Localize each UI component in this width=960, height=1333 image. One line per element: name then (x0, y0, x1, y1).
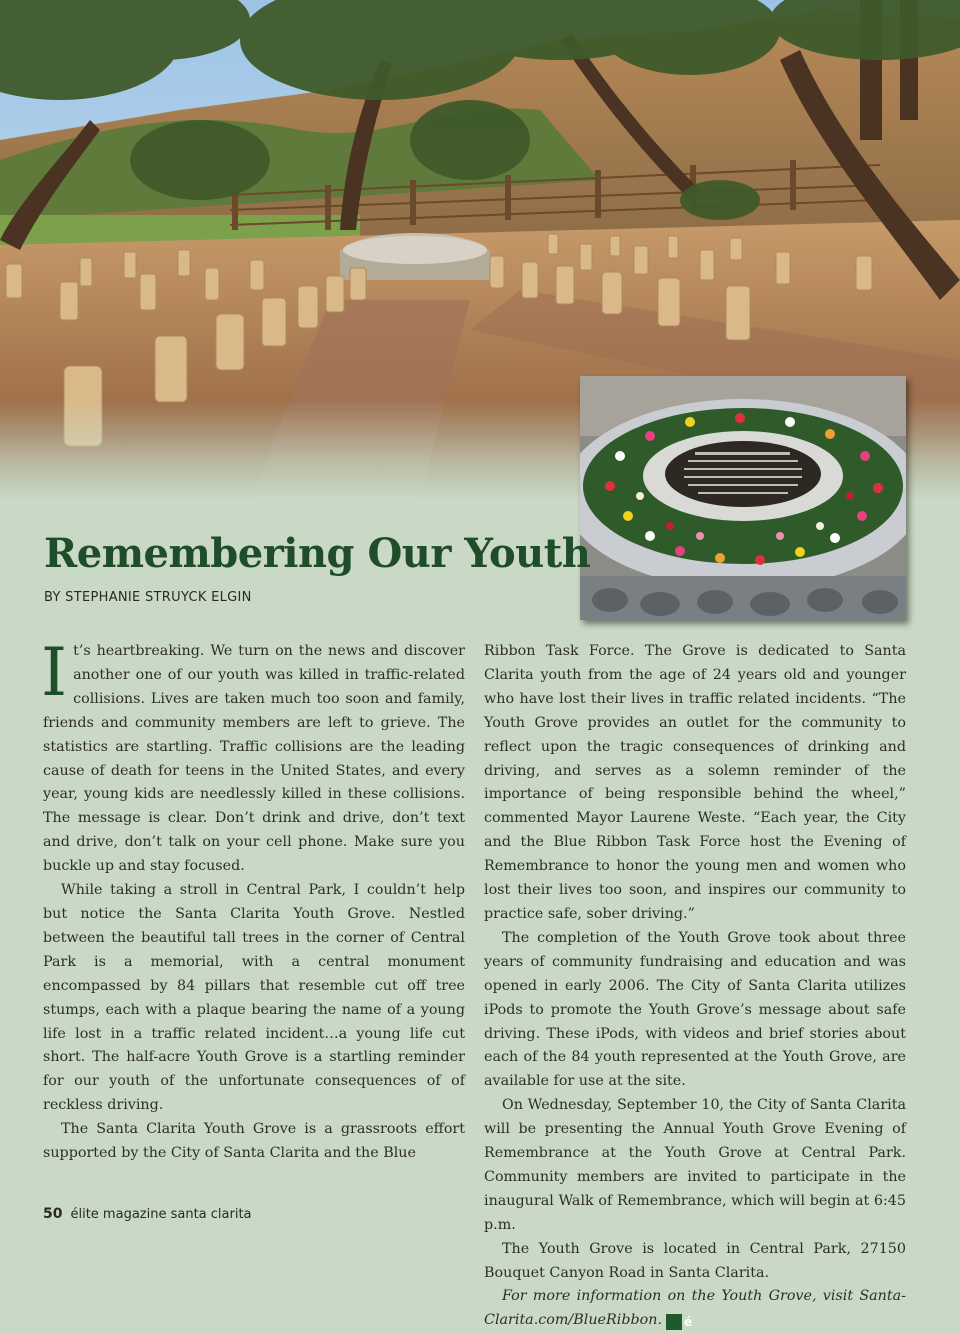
article-column-left (41, 634, 465, 1166)
paragraph-3: The Santa Clarita Youth Grove is a grassroots effort supported by the City of Santa Clarita and the Blue (43, 1121, 465, 1162)
paragraph-3-continued: Ribbon Task Force. The Grove is dedicated to Santa Clarita youth from the age of 24 years old and younger who have lost their lives in traffic related incidents. “The Youth Grove provides an outlet for the community to reflect upon the tragic consequences of drinking and driving, and serves as a solemn reminder of the importance of being responsible behind the wheel,” commented Mayor Laurene Weste. “Each year, the City and the Blue Ribbon Task Force host the Evening of Remembrance to honor the young men and women who lost their lives too soon, and inspires our community to practice safe, sober driving.” (484, 643, 906, 922)
page-number: 50 (43, 1206, 63, 1222)
info-note (484, 1285, 906, 1333)
paragraph-2: While taking a stroll in Central Park, I couldn’t help but notice the Santa Clarita Youth Grove. Nestled between the beautiful tall trees in the corner of Central Park is a memorial, with a central monument encompassed by 84 pillars that resemble cut off tree stumps, each with a plaque bearing the name of a young life lost in a traffic related incident…a young life cut short. The half-acre Youth Grove is a startling reminder for our youth of the unfortunate consequences of of reckless driving. (43, 882, 465, 1114)
article-title: Remembering Our Youth (44, 530, 591, 577)
paragraph-1 (41, 634, 465, 879)
end-mark-icon: é (666, 1314, 682, 1330)
byline: BY STEPHANIE STRUYCK ELGIN (44, 590, 252, 605)
paragraph-1-text: t’s heartbreaking. We turn on the news and discover another one of our youth was killed in traffic-related collisions. Lives are taken much too soon and family, friends and community members are left to grieve. The statistics are startling. Traffic collisions are the leading cause of death for teens in the United States, and every year, young kids are needlessly killed in these collisions. The message is clear. Don’t drink and drive, don’t text and drive, don’t talk on your cell phone. Make sure you buckle up and stay focused. (43, 643, 465, 875)
publication-name: élite magazine santa clarita (70, 1207, 252, 1222)
memorial-wreath-photo (580, 376, 906, 620)
drop-cap: I (41, 634, 68, 711)
paragraph-5: On Wednesday, September 10, the City of Santa Clarita will be presenting the Annual Youth Grove Evening of Remembrance at the Youth Grove at Central Park. Community members are invited to participate in the inaugural Walk of Remembrance, which will begin at 6:45 p.m. (484, 1097, 906, 1233)
info-note-text: For more information on the Youth Grove, visit Santa-Clarita.com/BlueRibbon. (484, 1288, 906, 1329)
paragraph-6: The Youth Grove is located in Central Park, 27150 Bouquet Canyon Road in Santa Clarita. (484, 1240, 906, 1281)
paragraph-4: The completion of the Youth Grove took about three years of community fundraising and education and was opened in early 2006. The City of Santa Clarita utilizes iPods to promote the Youth Grove’s message about safe driving. These iPods, with videos and brief stories about each of the 84 youth represented at the Youth Grove, are available for use at the site. (484, 929, 906, 1090)
article-column-right (484, 640, 906, 1333)
page-footer (43, 1206, 252, 1222)
